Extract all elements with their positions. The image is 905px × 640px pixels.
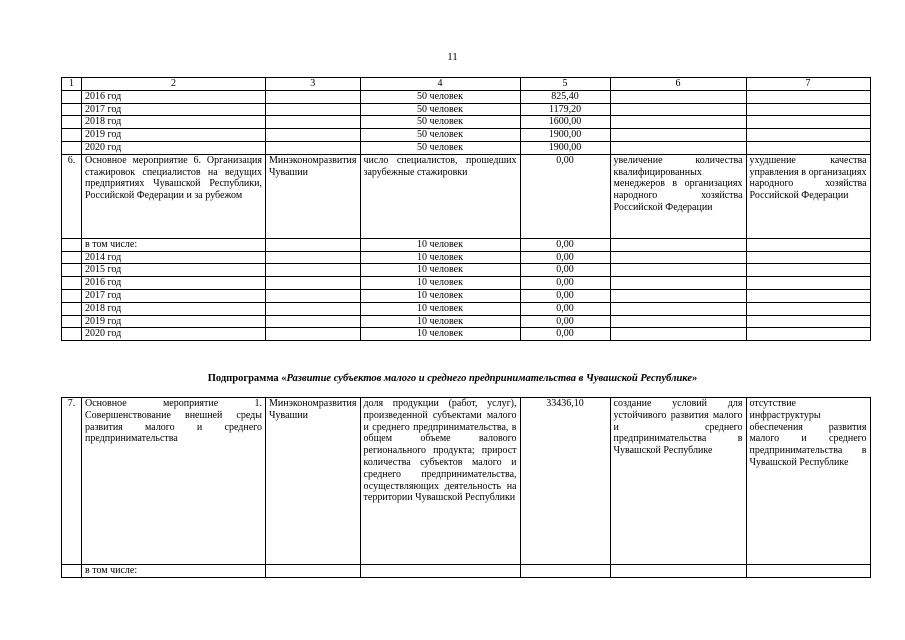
year-label: 2019 год <box>82 129 266 142</box>
indicator-value: 10 человек <box>360 315 520 328</box>
year-label: в том числе: <box>82 565 266 578</box>
table-row <box>62 302 871 315</box>
table-row <box>62 565 871 578</box>
indicator-value: 10 человек <box>360 328 520 341</box>
header-cell: 1 <box>62 78 82 91</box>
year-label: 2018 год <box>82 302 266 315</box>
amount-value: 0,00 <box>520 277 610 290</box>
amount-value: 0,00 <box>520 251 610 264</box>
amount-value <box>520 565 610 578</box>
amount-value: 1900,00 <box>520 129 610 142</box>
amount-value: 0,00 <box>520 328 610 341</box>
year-label: в том числе: <box>82 238 266 251</box>
indicator-value: 50 человек <box>360 116 520 129</box>
amount-value: 0,00 <box>520 238 610 251</box>
indicator-value: 10 человек <box>360 251 520 264</box>
indicator-value: 10 человек <box>360 277 520 290</box>
measure-result: создание условий для устойчивого развития малого и среднего предпринимательства в Чувашской Республике <box>610 398 746 565</box>
table-row <box>62 90 871 103</box>
year-label: 2019 год <box>82 315 266 328</box>
table-row <box>62 141 871 154</box>
page-number: 11 <box>447 51 458 63</box>
table-row <box>62 116 871 129</box>
measure-amount: 33436,10 <box>520 398 610 565</box>
measure-row <box>62 398 871 565</box>
header-cell: 6 <box>610 78 746 91</box>
measure-name: Основное мероприятие 1. Совершенствование внешней среды развития малого и среднего предпринимательства <box>82 398 266 565</box>
header-cell: 4 <box>360 78 520 91</box>
amount-value: 0,00 <box>520 289 610 302</box>
year-label: 2018 год <box>82 116 266 129</box>
indicator-value: 50 человек <box>360 129 520 142</box>
subprogram-suffix: » <box>691 373 698 384</box>
indicator-value: 10 человек <box>360 238 520 251</box>
table-row <box>62 315 871 328</box>
measure-executor: Минэкономразвития Чувашии <box>266 154 361 238</box>
measure-consequence: отсутствие инфраструктуры обеспечения развития малого и среднего предпринимательства в Чувашской Республике <box>746 398 870 565</box>
indicator-value: 50 человек <box>360 141 520 154</box>
measure-number: 7. <box>62 398 82 565</box>
year-label: 2020 год <box>82 328 266 341</box>
amount-value: 1179,20 <box>520 103 610 116</box>
year-label: 2016 год <box>82 277 266 290</box>
amount-value: 0,00 <box>520 302 610 315</box>
measure-indicator: доля продукции (работ, услуг), произведенной субъектами малого и среднего предпринимательства, в общем объеме валового регионального продукта; прирост количества субъектов малого и среднего предпринимательства, осуществляющих деятельность на территории Чувашской Республики <box>360 398 520 565</box>
subprogram-title <box>0 373 905 385</box>
year-label: 2014 год <box>82 251 266 264</box>
header-row <box>62 78 871 91</box>
year-label: 2020 год <box>82 141 266 154</box>
indicator-value <box>360 565 520 578</box>
indicator-value: 50 человек <box>360 103 520 116</box>
measure-number: 6. <box>62 154 82 238</box>
amount-value: 825,40 <box>520 90 610 103</box>
indicator-value: 50 человек <box>360 90 520 103</box>
measures-table-continued <box>61 397 871 578</box>
header-cell: 7 <box>746 78 870 91</box>
measure-amount: 0,00 <box>520 154 610 238</box>
indicator-value: 10 человек <box>360 302 520 315</box>
measure-indicator: число специалистов, прошедших зарубежные стажировки <box>360 154 520 238</box>
table-row <box>62 103 871 116</box>
amount-value: 0,00 <box>520 315 610 328</box>
indicator-value: 10 человек <box>360 264 520 277</box>
subprogram-prefix: Подпрограмма « <box>207 373 287 384</box>
table-row <box>62 129 871 142</box>
measure-row <box>62 154 871 238</box>
year-label: 2016 год <box>82 90 266 103</box>
header-cell: 3 <box>266 78 361 91</box>
header-cell: 2 <box>82 78 266 91</box>
table-row <box>62 289 871 302</box>
measure-name: Основное мероприятие 6. Организация стажировок специалистов на ведущих предприятиях Чувашской Республики, Российской Федерации и за рубежом <box>82 154 266 238</box>
table-row <box>62 238 871 251</box>
amount-value: 1900,00 <box>520 141 610 154</box>
year-label: 2017 год <box>82 289 266 302</box>
year-label: 2017 год <box>82 103 266 116</box>
measure-result: увеличение количества квалифицированных менеджеров в организациях народного хозяйства Российской Федерации <box>610 154 746 238</box>
subprogram-name: Развитие субъектов малого и среднего предпринимательства в Чувашской Республике <box>286 373 692 384</box>
measures-table <box>61 77 871 341</box>
table-row <box>62 264 871 277</box>
measure-executor: Минэкономразвития Чувашии <box>266 398 361 565</box>
table-row <box>62 328 871 341</box>
year-label: 2015 год <box>82 264 266 277</box>
table-row <box>62 251 871 264</box>
measure-consequence: ухудшение качества управления в организациях народного хозяйства Российской Федерации <box>746 154 870 238</box>
header-cell: 5 <box>520 78 610 91</box>
table-row <box>62 277 871 290</box>
amount-value: 0,00 <box>520 264 610 277</box>
amount-value: 1600,00 <box>520 116 610 129</box>
indicator-value: 10 человек <box>360 289 520 302</box>
